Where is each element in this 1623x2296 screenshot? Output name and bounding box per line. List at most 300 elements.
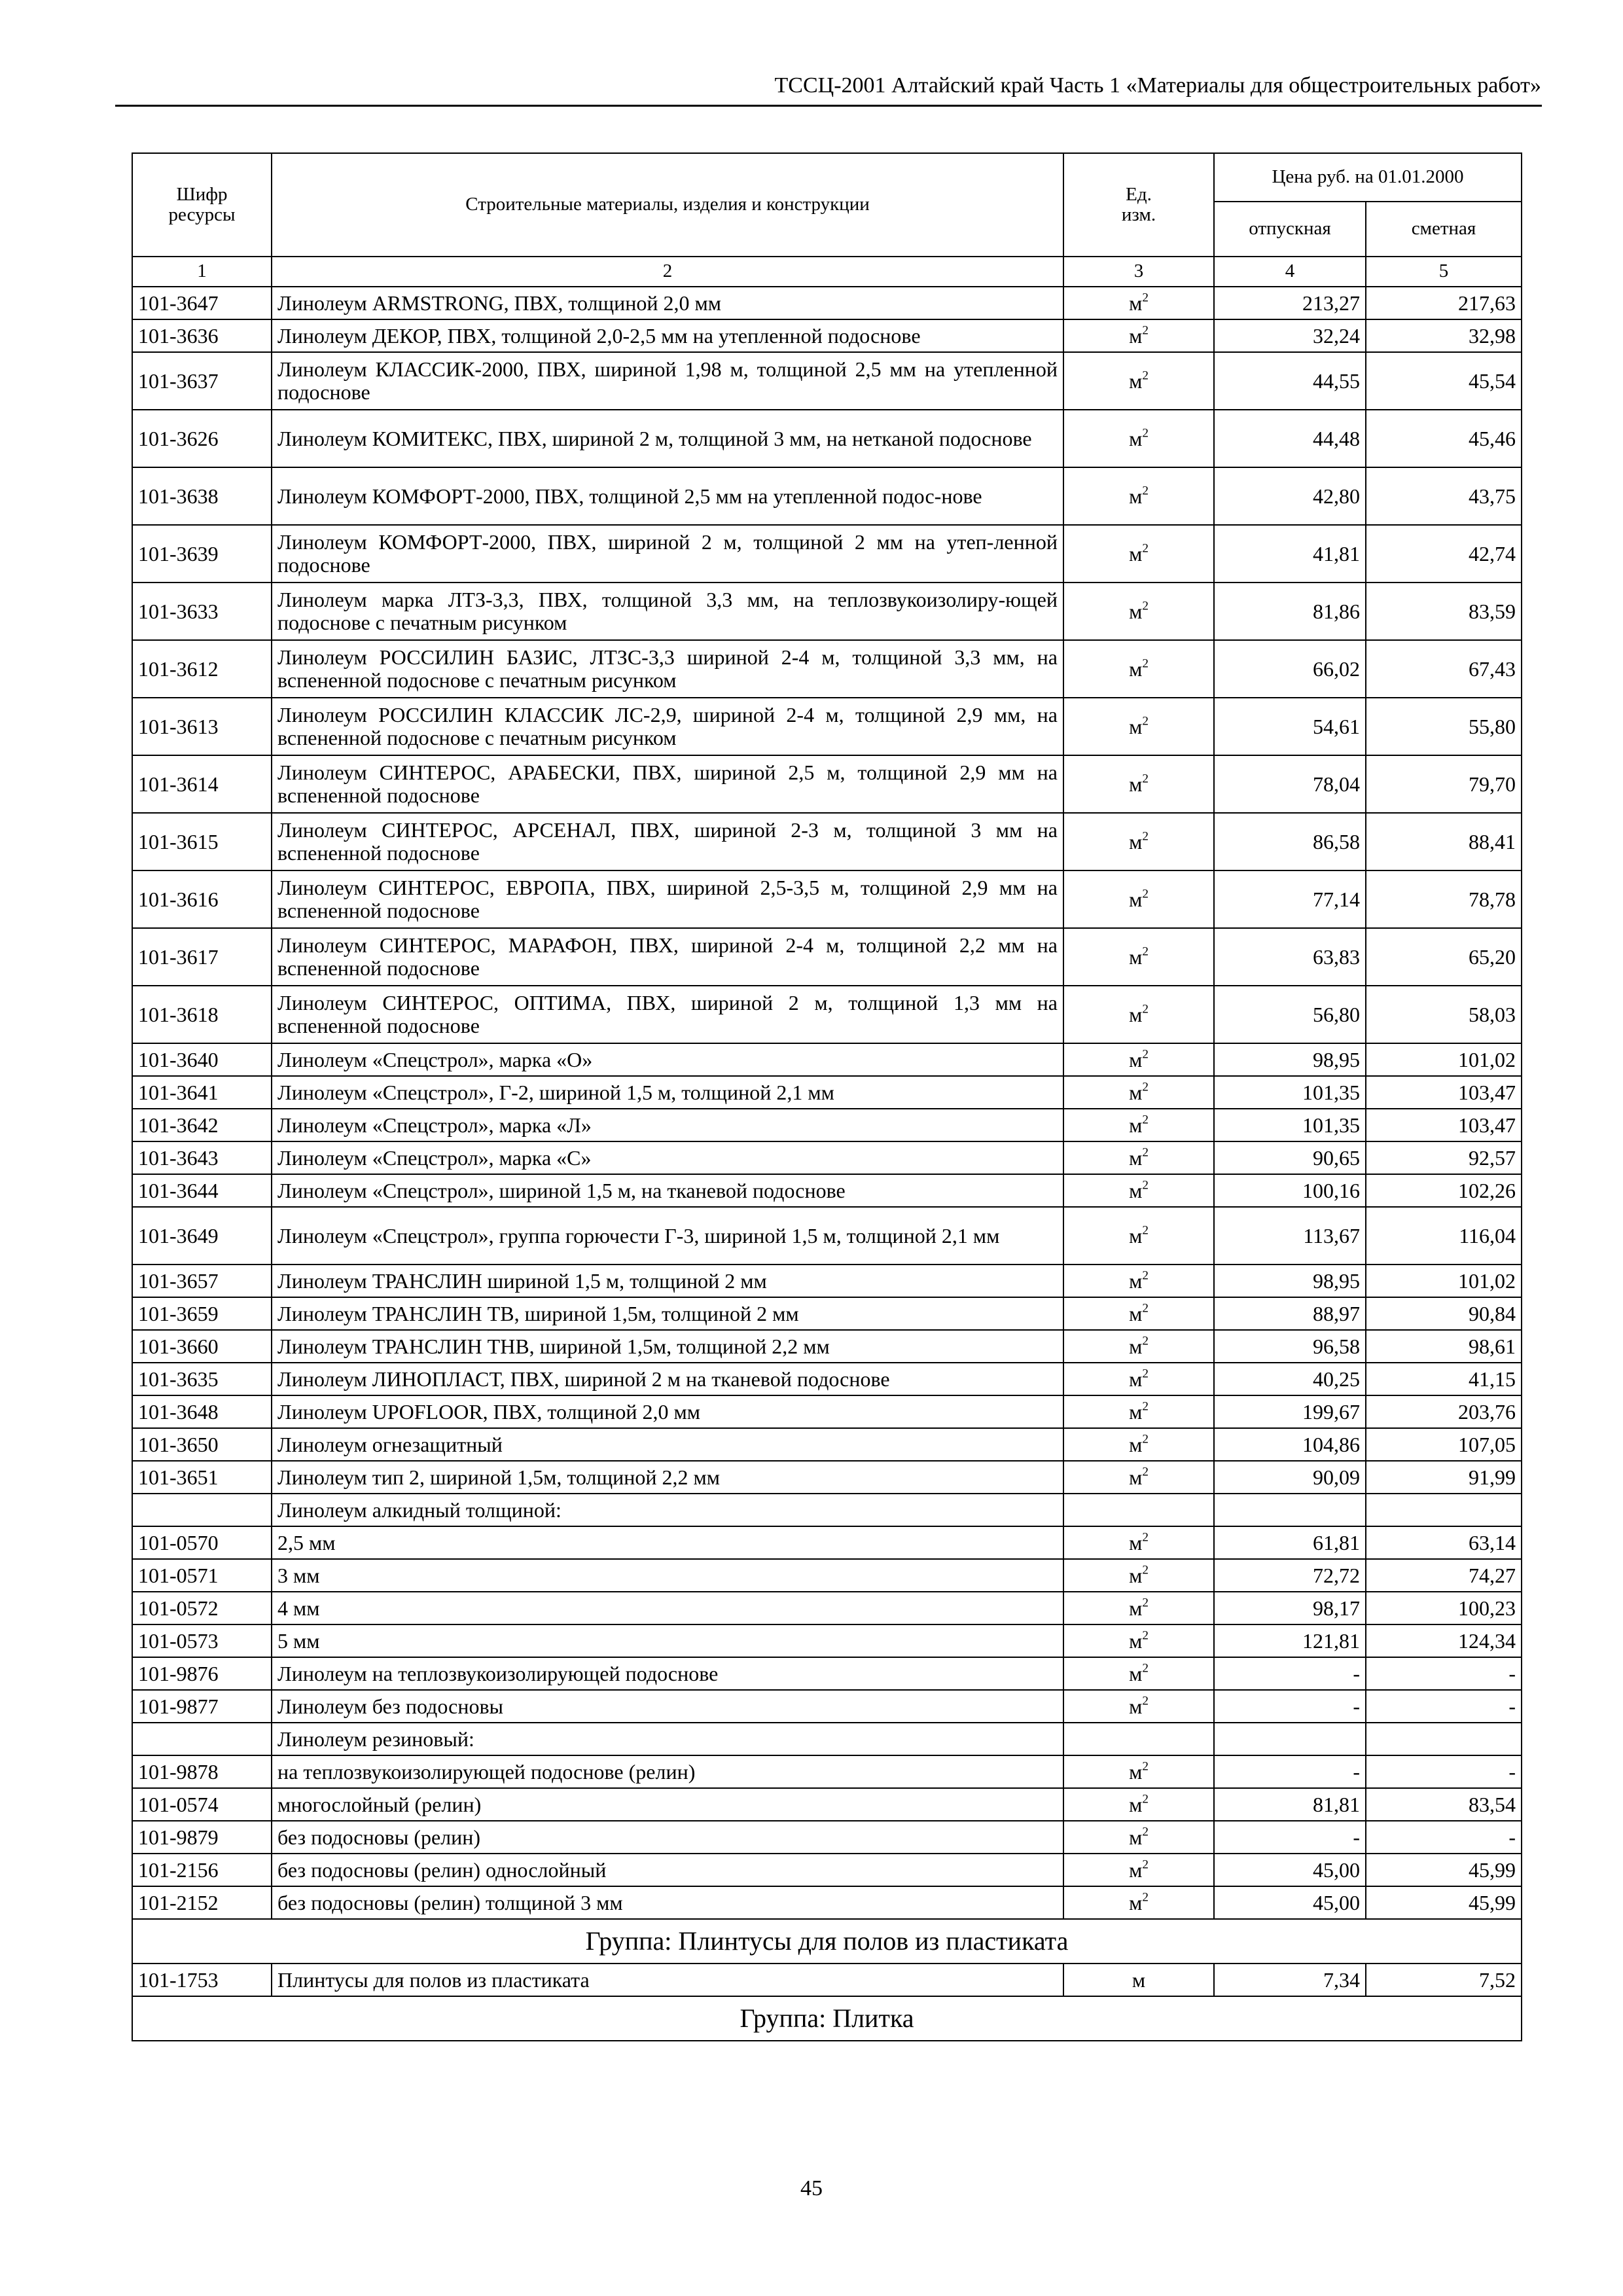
resource-code: 101-3659 (132, 1297, 272, 1330)
table-row (132, 813, 1522, 870)
unit-exponent: 2 (1142, 426, 1149, 440)
unit-label: м (1129, 541, 1143, 565)
resource-code: 101-3613 (132, 698, 272, 755)
group-title: Группа: Плитка (132, 1996, 1522, 2041)
unit-exponent: 2 (1142, 1694, 1149, 1708)
unit-label: м (1129, 368, 1143, 393)
unit-label: м (1129, 484, 1143, 508)
unit-cell (1063, 1854, 1214, 1886)
unit-label: м (1129, 656, 1143, 681)
material-name: Линолеум ЛИНОПЛАСТ, ПВХ, шириной 2 м на тканевой подоснове (272, 1363, 1063, 1395)
unit-label: м (1129, 1223, 1143, 1247)
group-title: Группа: Плинтусы для полов из пластиката (132, 1919, 1522, 1964)
column-number: 3 (1063, 257, 1214, 287)
table-row (132, 525, 1522, 583)
unit-label: м (1129, 1399, 1143, 1424)
price-release: 61,81 (1214, 1526, 1366, 1559)
unit-cell (1063, 1330, 1214, 1363)
unit-cell (1063, 928, 1214, 986)
unit-cell (1063, 1723, 1214, 1755)
price-release: - (1214, 1690, 1366, 1723)
price-release: - (1214, 1755, 1366, 1788)
unit-exponent: 2 (1142, 599, 1149, 613)
table-row (132, 1363, 1522, 1395)
unit-cell (1063, 1428, 1214, 1461)
price-release: 42,80 (1214, 467, 1366, 525)
unit-exponent: 2 (1142, 1465, 1149, 1479)
resource-code: 101-0574 (132, 1788, 272, 1821)
price-estimate: 41,15 (1366, 1363, 1522, 1395)
unit-cell (1063, 1461, 1214, 1494)
unit-cell (1063, 986, 1214, 1043)
unit-exponent: 2 (1142, 1178, 1149, 1193)
table-row (132, 1690, 1522, 1723)
unit-label: м (1129, 1178, 1143, 1202)
material-name: Линолеум КОМФОРТ-2000, ПВХ, толщиной 2,5 мм на утепленной подос-нове (272, 467, 1063, 525)
material-name: без подосновы (релин) (272, 1821, 1063, 1854)
price-release: 40,25 (1214, 1363, 1366, 1395)
unit-cell (1063, 1755, 1214, 1788)
unit-label: м (1129, 1301, 1143, 1325)
unit-exponent: 2 (1142, 1145, 1149, 1160)
unit-label: м (1129, 1465, 1143, 1489)
unit-exponent: 2 (1142, 1223, 1149, 1238)
material-name: Линолеум «Спецстрол», марка «С» (272, 1141, 1063, 1174)
unit-exponent: 2 (1142, 1399, 1149, 1414)
unit-exponent: 2 (1142, 1047, 1149, 1062)
resource-code: 101-1753 (132, 1964, 272, 1996)
unit-cell (1063, 352, 1214, 410)
price-release (1214, 1723, 1366, 1755)
table-row (132, 1174, 1522, 1207)
material-name: Линолеум КОМИТЕКС, ПВХ, шириной 2 м, толщиной 3 мм, на нетканой подоснове (272, 410, 1063, 467)
unit-cell (1063, 583, 1214, 640)
resource-code: 101-3633 (132, 583, 272, 640)
table-row (132, 1043, 1522, 1076)
material-name: Линолеум РОССИЛИН КЛАССИК ЛС-2,9, шириной 2-4 м, толщиной 2,9 мм, на вспененной подоснове с печатным рисунком (272, 698, 1063, 755)
unit-exponent: 2 (1142, 944, 1149, 959)
price-estimate: 83,59 (1366, 583, 1522, 640)
resource-code: 101-3650 (132, 1428, 272, 1461)
price-release: 113,67 (1214, 1207, 1366, 1265)
unit-exponent: 2 (1142, 772, 1149, 786)
unit-label: м (1129, 1792, 1143, 1816)
material-name: без подосновы (релин) толщиной 3 мм (272, 1886, 1063, 1919)
price-estimate: 103,47 (1366, 1076, 1522, 1109)
material-name: Линолеум СИНТЕРОС, ОПТИМА, ПВХ, шириной 2 м, толщиной 1,3 мм на вспененной подоснове (272, 986, 1063, 1043)
unit-label: м (1129, 1628, 1143, 1653)
unit-cell (1063, 1657, 1214, 1690)
material-name: Линолеум СИНТЕРОС, АРАБЕСКИ, ПВХ, шириной 2,5 м, толщиной 2,9 мм на вспененной подоснове (272, 755, 1063, 813)
price-release: 96,58 (1214, 1330, 1366, 1363)
resource-code: 101-3637 (132, 352, 272, 410)
material-name: Линолеум «Спецстрол», шириной 1,5 м, на тканевой подоснове (272, 1174, 1063, 1207)
material-name: Линолеум СИНТЕРОС, МАРАФОН, ПВХ, шириной 2-4 м, толщиной 2,2 мм на вспененной подоснове (272, 928, 1063, 986)
unit-exponent: 2 (1142, 484, 1149, 498)
table-row (132, 870, 1522, 928)
price-estimate: 42,74 (1366, 525, 1522, 583)
material-name: Линолеум СИНТЕРОС, ЕВРОПА, ПВХ, шириной 2,5-3,5 м, толщиной 2,9 мм на вспененной подоснове (272, 870, 1063, 928)
resource-code: 101-3644 (132, 1174, 272, 1207)
material-name: Линолеум СИНТЕРОС, АРСЕНАЛ, ПВХ, шириной 2-3 м, толщиной 3 мм на вспененной подоснове (272, 813, 1063, 870)
resource-code (132, 1723, 272, 1755)
price-estimate: 78,78 (1366, 870, 1522, 928)
table-row (132, 640, 1522, 698)
unit-cell (1063, 1788, 1214, 1821)
material-name: Линолеум КОМФОРТ-2000, ПВХ, шириной 2 м, толщиной 2 мм на утеп-ленной подоснове (272, 525, 1063, 583)
unit-label: м (1129, 426, 1143, 450)
unit-cell (1063, 1297, 1214, 1330)
unit-exponent: 2 (1142, 1628, 1149, 1643)
unit-exponent: 2 (1142, 1432, 1149, 1446)
table-row (132, 928, 1522, 986)
price-estimate: 92,57 (1366, 1141, 1522, 1174)
material-name: Линолеум ТРАНСЛИН шириной 1,5 м, толщиной 2 мм (272, 1265, 1063, 1297)
unit-cell (1063, 640, 1214, 698)
price-release: 63,83 (1214, 928, 1366, 986)
unit-label: м (1129, 1113, 1143, 1137)
price-release: 81,81 (1214, 1788, 1366, 1821)
unit-cell (1063, 319, 1214, 352)
material-name: Линолеум марка ЛТЗ-3,3, ПВХ, толщиной 3,3 мм, на теплозвукоизолиру-ющей подоснове с печатным рисунком (272, 583, 1063, 640)
unit-cell (1063, 1526, 1214, 1559)
resource-code: 101-3615 (132, 813, 272, 870)
resource-code: 101-2152 (132, 1886, 272, 1919)
material-name: Линолеум на теплозвукоизолирующей подоснове (272, 1657, 1063, 1690)
unit-exponent: 2 (1142, 1563, 1149, 1577)
price-release: 104,86 (1214, 1428, 1366, 1461)
price-release: 45,00 (1214, 1854, 1366, 1886)
price-estimate: - (1366, 1690, 1522, 1723)
material-name: Линолеум ТРАНСЛИН ТВ, шириной 1,5м, толщиной 2 мм (272, 1297, 1063, 1330)
price-estimate: 79,70 (1366, 755, 1522, 813)
price-release: 66,02 (1214, 640, 1366, 698)
price-estimate: 107,05 (1366, 1428, 1522, 1461)
material-name: 2,5 мм (272, 1526, 1063, 1559)
price-release (1214, 1494, 1366, 1526)
price-release: 54,61 (1214, 698, 1366, 755)
unit-label: м (1129, 1825, 1143, 1849)
material-name: Линолеум «Спецстрол», Г-2, шириной 1,5 м, толщиной 2,1 мм (272, 1076, 1063, 1109)
table-row (132, 1207, 1522, 1265)
resource-code: 101-0572 (132, 1592, 272, 1624)
page-number: 45 (800, 2176, 823, 2200)
unit-exponent: 2 (1142, 291, 1149, 305)
header-price-estimate: сметная (1366, 202, 1522, 257)
unit-cell (1063, 755, 1214, 813)
unit-exponent: 2 (1142, 1002, 1149, 1016)
price-release: 44,55 (1214, 352, 1366, 410)
unit-cell (1063, 525, 1214, 583)
price-estimate: 83,54 (1366, 1788, 1522, 1821)
resource-code: 101-3616 (132, 870, 272, 928)
unit-exponent: 2 (1142, 1113, 1149, 1127)
unit-label: м (1129, 772, 1143, 796)
unit-exponent: 2 (1142, 541, 1149, 556)
unit-exponent: 2 (1142, 1334, 1149, 1348)
unit-exponent: 2 (1142, 323, 1149, 338)
price-estimate: 7,52 (1366, 1964, 1522, 1996)
unit-label: м (1129, 1047, 1143, 1071)
price-estimate: 217,63 (1366, 287, 1522, 319)
table-row (132, 287, 1522, 319)
unit-exponent: 2 (1142, 1268, 1149, 1283)
material-name: Линолеум «Спецстрол», группа горючести Г-3, шириной 1,5 м, толщиной 2,1 мм (272, 1207, 1063, 1265)
price-estimate (1366, 1494, 1522, 1526)
unit-label: м (1129, 714, 1143, 738)
price-release: 88,97 (1214, 1297, 1366, 1330)
unit-exponent: 2 (1142, 1661, 1149, 1676)
resource-code: 101-3643 (132, 1141, 272, 1174)
price-release: 81,86 (1214, 583, 1366, 640)
table-row (132, 1297, 1522, 1330)
price-release: 32,24 (1214, 319, 1366, 352)
resource-code: 101-3635 (132, 1363, 272, 1395)
price-estimate: 88,41 (1366, 813, 1522, 870)
document-header-title: ТССЦ-2001 Алтайский край Часть 1 «Материалы для общестроительных работ» (774, 73, 1541, 98)
unit-exponent: 2 (1142, 1759, 1149, 1774)
unit-cell (1063, 1821, 1214, 1854)
unit-exponent: 2 (1142, 1890, 1149, 1905)
unit-cell (1063, 870, 1214, 928)
price-release: 98,95 (1214, 1265, 1366, 1297)
resource-code: 101-2156 (132, 1854, 272, 1886)
price-release: 90,09 (1214, 1461, 1366, 1494)
price-release: 45,00 (1214, 1886, 1366, 1919)
unit-cell (1063, 1141, 1214, 1174)
resource-code: 101-3638 (132, 467, 272, 525)
price-estimate: 74,27 (1366, 1559, 1522, 1592)
resource-code: 101-3617 (132, 928, 272, 986)
price-estimate: 203,76 (1366, 1395, 1522, 1428)
material-name: Линолеум без подосновы (272, 1690, 1063, 1723)
unit-exponent: 2 (1142, 1367, 1149, 1381)
material-name: Линолеум «Спецстрол», марка «Л» (272, 1109, 1063, 1141)
price-estimate: 45,54 (1366, 352, 1522, 410)
unit-cell (1063, 1886, 1214, 1919)
resource-code: 101-9876 (132, 1657, 272, 1690)
material-name: Линолеум тип 2, шириной 1,5м, толщиной 2,2 мм (272, 1461, 1063, 1494)
price-estimate: - (1366, 1755, 1522, 1788)
header-price-group: Цена руб. на 01.01.2000 (1214, 153, 1522, 202)
unit-label: м (1129, 1694, 1143, 1718)
unit-exponent: 2 (1142, 1825, 1149, 1839)
unit-label: м (1129, 1080, 1143, 1104)
material-name: Линолеум UPOFLOOR, ПВХ, толщиной 2,0 мм (272, 1395, 1063, 1428)
material-name: на теплозвукоизолирующей подоснове (релин) (272, 1755, 1063, 1788)
table-row (132, 1886, 1522, 1919)
resource-code: 101-3642 (132, 1109, 272, 1141)
price-estimate (1366, 1723, 1522, 1755)
unit-cell (1063, 1174, 1214, 1207)
table-row (132, 1461, 1522, 1494)
unit-label: м (1129, 1661, 1143, 1685)
unit-exponent: 2 (1142, 1857, 1149, 1872)
table-row (132, 1109, 1522, 1141)
resource-code: 101-3636 (132, 319, 272, 352)
material-name: Линолеум ARMSTRONG, ПВХ, толщиной 2,0 мм (272, 287, 1063, 319)
resource-code: 101-3612 (132, 640, 272, 698)
price-estimate: 67,43 (1366, 640, 1522, 698)
price-release: 41,81 (1214, 525, 1366, 583)
table-row (132, 1076, 1522, 1109)
price-release: 90,65 (1214, 1141, 1366, 1174)
table-row (132, 583, 1522, 640)
unit-label: м (1129, 1759, 1143, 1784)
resource-code (132, 1494, 272, 1526)
resource-code: 101-0573 (132, 1624, 272, 1657)
unit-exponent: 2 (1142, 1530, 1149, 1545)
price-release: 77,14 (1214, 870, 1366, 928)
price-estimate: 43,75 (1366, 467, 1522, 525)
unit-label: м (1129, 1268, 1143, 1293)
table-row (132, 319, 1522, 352)
table-row (132, 1265, 1522, 1297)
price-estimate: 45,99 (1366, 1854, 1522, 1886)
resource-code: 101-3648 (132, 1395, 272, 1428)
column-number-row (132, 257, 1522, 287)
resource-code: 101-3639 (132, 525, 272, 583)
table-row (132, 698, 1522, 755)
material-name: Линолеум КЛАССИК-2000, ПВХ, шириной 1,98 м, толщиной 2,5 мм на утепленной подоснове (272, 352, 1063, 410)
unit-label: м (1129, 1334, 1143, 1358)
unit-cell (1063, 1592, 1214, 1624)
material-name: Линолеум резиновый: (272, 1723, 1063, 1755)
price-release: 98,95 (1214, 1043, 1366, 1076)
table-row (132, 1330, 1522, 1363)
resource-code: 101-3660 (132, 1330, 272, 1363)
unit-label: м (1129, 1596, 1143, 1620)
unit-cell (1063, 1265, 1214, 1297)
unit-cell (1063, 410, 1214, 467)
table-row (132, 1755, 1522, 1788)
price-release: 98,17 (1214, 1592, 1366, 1624)
unit-label: м (1129, 944, 1143, 969)
unit-exponent: 2 (1142, 656, 1149, 671)
price-release: 44,48 (1214, 410, 1366, 467)
price-release: 121,81 (1214, 1624, 1366, 1657)
resource-code: 101-3657 (132, 1265, 272, 1297)
table-row (132, 1592, 1522, 1624)
table-row (132, 1526, 1522, 1559)
price-estimate: - (1366, 1821, 1522, 1854)
table-row (132, 1657, 1522, 1690)
table-row (132, 1395, 1522, 1428)
price-estimate: 58,03 (1366, 986, 1522, 1043)
unit-label: м (1129, 1890, 1143, 1914)
material-name: без подосновы (релин) однослойный (272, 1854, 1063, 1886)
resource-code: 101-9878 (132, 1755, 272, 1788)
price-estimate: 91,99 (1366, 1461, 1522, 1494)
price-table (132, 152, 1522, 2041)
table-row (132, 1624, 1522, 1657)
table-row (132, 1559, 1522, 1592)
material-name: 3 мм (272, 1559, 1063, 1592)
price-estimate: 116,04 (1366, 1207, 1522, 1265)
price-release: - (1214, 1821, 1366, 1854)
material-name: Плинтусы для полов из пластиката (272, 1964, 1063, 1996)
price-estimate: 102,26 (1366, 1174, 1522, 1207)
table-row (132, 410, 1522, 467)
table-row (132, 986, 1522, 1043)
unit-label: м (1129, 599, 1143, 623)
unit-exponent: 2 (1142, 714, 1149, 728)
table-row (132, 352, 1522, 410)
unit-cell (1063, 467, 1214, 525)
unit-cell (1063, 1690, 1214, 1723)
unit-cell (1063, 1363, 1214, 1395)
unit-label: м (1129, 887, 1143, 911)
table-body (132, 287, 1522, 2041)
unit-label: м (1129, 291, 1143, 315)
material-name: 5 мм (272, 1624, 1063, 1657)
unit-cell (1063, 1964, 1214, 1996)
column-number: 5 (1366, 257, 1522, 287)
header-unit: Ед. изм. (1063, 153, 1214, 257)
table-row (132, 467, 1522, 525)
material-name: Линолеум ТРАНСЛИН ТНВ, шириной 1,5м, толщиной 2,2 мм (272, 1330, 1063, 1363)
resource-code: 101-3618 (132, 986, 272, 1043)
price-estimate: 90,84 (1366, 1297, 1522, 1330)
price-release: 101,35 (1214, 1109, 1366, 1141)
column-number: 1 (132, 257, 272, 287)
price-estimate: - (1366, 1657, 1522, 1690)
price-estimate: 101,02 (1366, 1043, 1522, 1076)
price-estimate: 101,02 (1366, 1265, 1522, 1297)
unit-label: м (1129, 1857, 1143, 1882)
resource-code: 101-3614 (132, 755, 272, 813)
material-name: Линолеум алкидный толщиной: (272, 1494, 1063, 1526)
price-release: 199,67 (1214, 1395, 1366, 1428)
unit-cell (1063, 1207, 1214, 1265)
header-name: Строительные материалы, изделия и конструкции (272, 153, 1063, 257)
price-estimate: 45,99 (1366, 1886, 1522, 1919)
table-row (132, 1854, 1522, 1886)
table-row (132, 1428, 1522, 1461)
unit-label: м (1129, 323, 1143, 348)
price-release: 101,35 (1214, 1076, 1366, 1109)
resource-code: 101-3651 (132, 1461, 272, 1494)
resource-code: 101-3649 (132, 1207, 272, 1265)
subheader-row (132, 1494, 1522, 1526)
price-release: - (1214, 1657, 1366, 1690)
resource-code: 101-0571 (132, 1559, 272, 1592)
unit-cell (1063, 698, 1214, 755)
table-row (132, 1821, 1522, 1854)
header-rule (115, 105, 1542, 107)
table-row (132, 1141, 1522, 1174)
unit-label: м (1129, 1563, 1143, 1587)
price-release: 56,80 (1214, 986, 1366, 1043)
column-number: 2 (272, 257, 1063, 287)
header-code: Шифр ресурсы (132, 153, 272, 257)
price-release: 213,27 (1214, 287, 1366, 319)
unit-exponent: 2 (1142, 887, 1149, 901)
material-name: 4 мм (272, 1592, 1063, 1624)
unit-cell (1063, 813, 1214, 870)
unit-label: м (1129, 1432, 1143, 1456)
price-estimate: 32,98 (1366, 319, 1522, 352)
column-number: 4 (1214, 257, 1366, 287)
material-name: Линолеум огнезащитный (272, 1428, 1063, 1461)
price-estimate: 45,46 (1366, 410, 1522, 467)
unit-label: м (1129, 1367, 1143, 1391)
unit-cell (1063, 1109, 1214, 1141)
table-row (132, 1788, 1522, 1821)
table-row (132, 1964, 1522, 1996)
unit-exponent: 2 (1142, 1080, 1149, 1094)
unit-cell (1063, 1559, 1214, 1592)
